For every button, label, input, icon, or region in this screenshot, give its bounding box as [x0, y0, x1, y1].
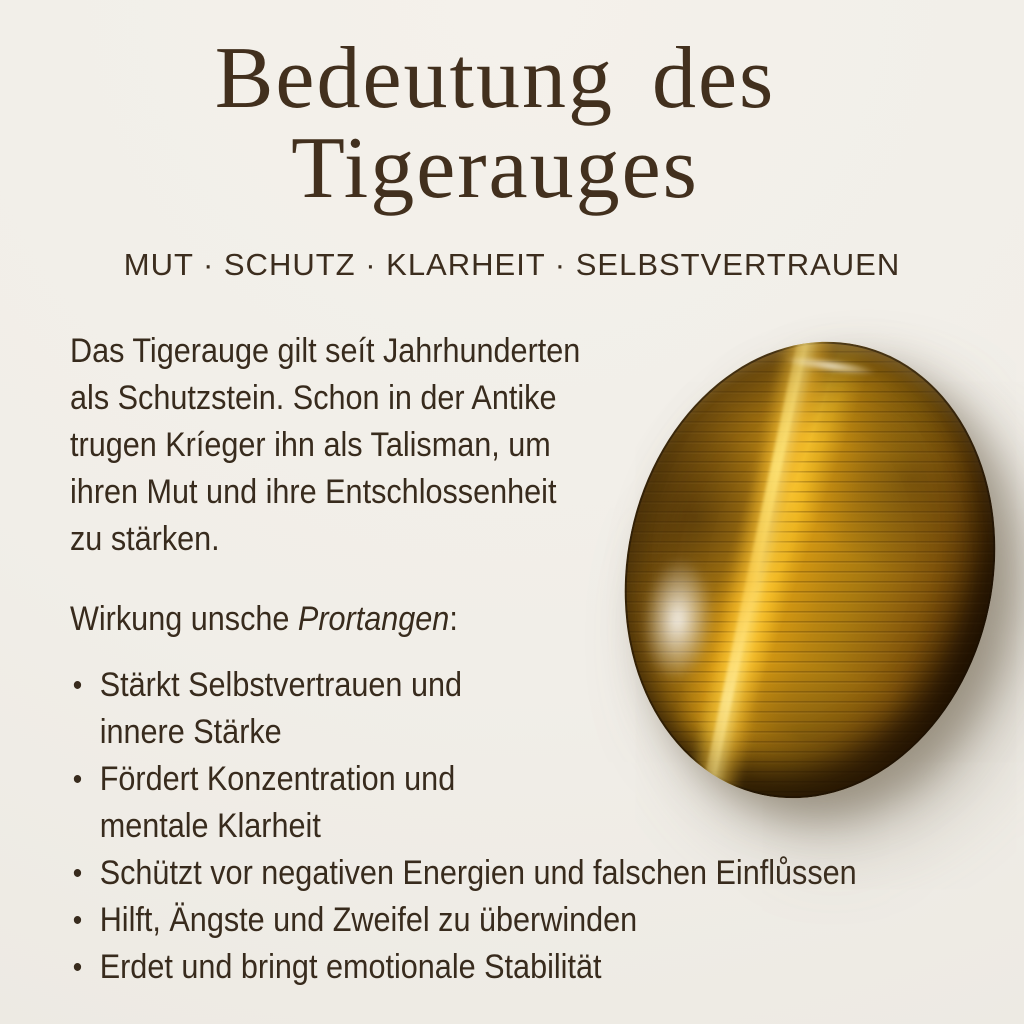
- title-line-1: Bedeutung des: [214, 30, 776, 127]
- list-item: [70, 897, 970, 944]
- page-title: [0, 30, 1024, 217]
- section-heading-prefix: Wirkung unsche: [70, 600, 298, 638]
- list-item-line: Erdet und bringt emotionale Stabilität: [99, 948, 602, 986]
- paragraph-line: zu stärken.: [70, 520, 220, 558]
- section-heading-italic: Prortangen: [297, 600, 450, 638]
- list-item: [70, 850, 970, 897]
- paragraph-line: Das Tigerauge gilt seít Jahrhunderten: [70, 332, 581, 370]
- stone-chatoyant-band: [682, 307, 841, 813]
- bullet-icon: •: [72, 951, 83, 984]
- list-item-line: mentale Klarheit: [99, 807, 321, 845]
- stone-cat-eye-line: [701, 323, 811, 793]
- stone-surface: [583, 307, 1024, 833]
- list-item-line: innere Stärke: [99, 713, 282, 751]
- stone-specular-highlight: [639, 555, 717, 684]
- subtitle-keywords: MUT · SCHUTZ · KLARHEIT · SELBSTVERTRAUEN: [123, 247, 901, 282]
- title-line-2: Tigerauges: [291, 120, 699, 217]
- bullet-icon: •: [72, 763, 83, 796]
- paragraph-line: ihren Mut und ihre Entschlossenheit: [70, 473, 557, 511]
- paragraph-line: als Schutzstein. Schon in der Antike: [70, 379, 557, 417]
- section-heading: [70, 596, 458, 643]
- section-heading-suffix: :: [449, 600, 458, 638]
- intro-paragraph: [70, 328, 580, 563]
- bullet-icon: •: [72, 904, 83, 937]
- paragraph-line: trugen Kríeger ihn als Talisman, um: [70, 426, 551, 464]
- tigereye-stone-photo: [583, 307, 1024, 833]
- list-item-line: Fördert Konzentration und: [99, 760, 456, 798]
- list-item-line: Hilft, Ängste und Zweifel zu überwinden: [99, 901, 638, 939]
- list-item-line: Stärkt Selbstvertrauen und: [99, 666, 463, 704]
- list-item-line: Schützt vor negativen Energien und falschen Einflůssen: [99, 854, 857, 892]
- bullet-icon: •: [72, 669, 83, 702]
- list-item: [70, 944, 970, 991]
- bullet-icon: •: [72, 857, 83, 890]
